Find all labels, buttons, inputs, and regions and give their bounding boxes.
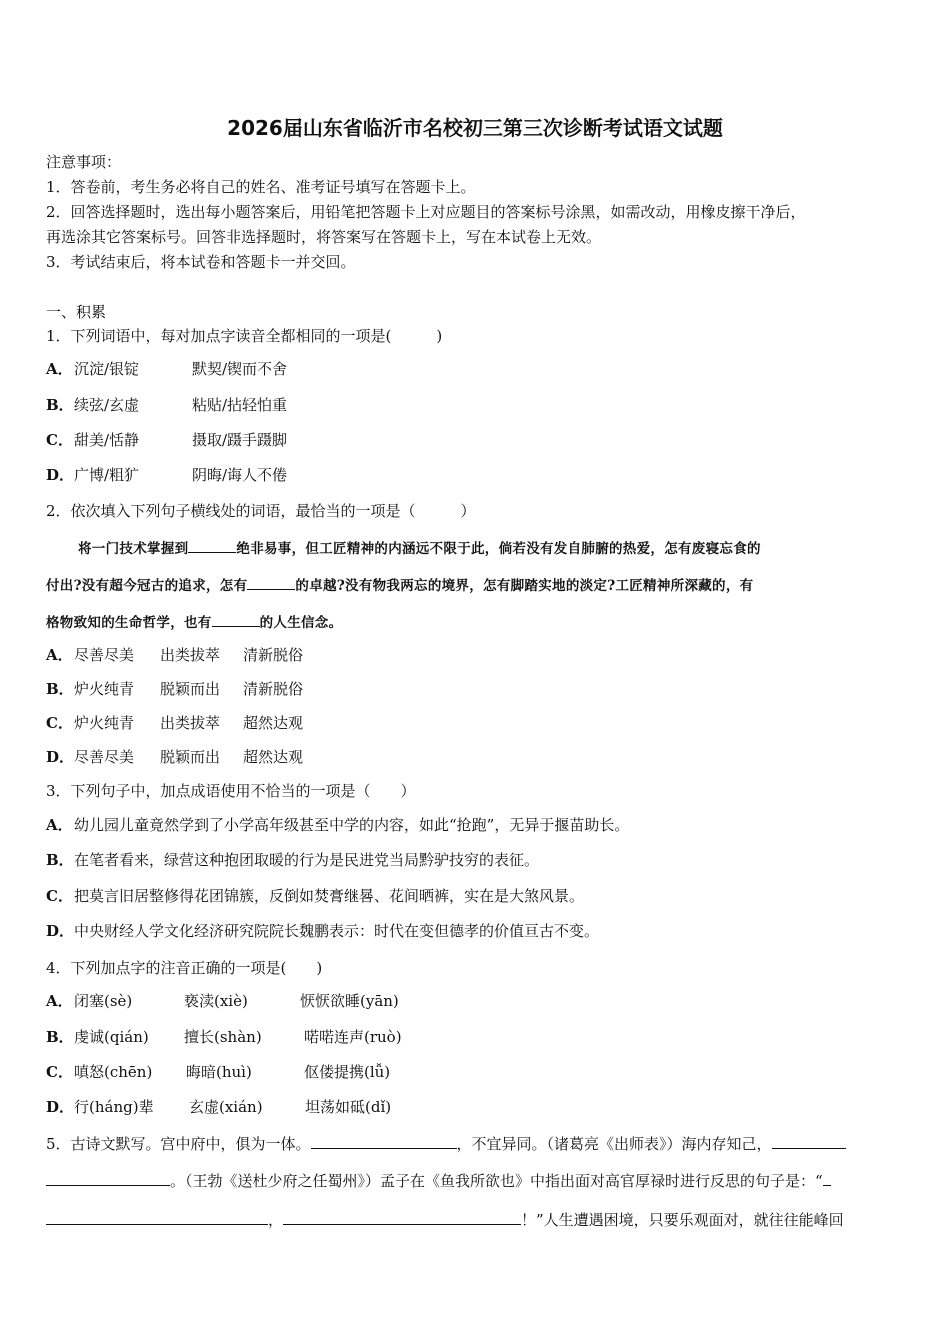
- option-item: 虔诚(qián): [74, 1028, 149, 1046]
- question-5-line-2: 。（王勃《送杜少府之任蜀州》）孟子在《鱼我所欲也》中指出面对高官厚禄时进行反思的句子是：“: [46, 1170, 831, 1191]
- option-item: 炉火纯青: [74, 714, 135, 732]
- option-text: 把莫言旧居整修得花团锦簇，反倒如焚膏继晷、花间晒裤，实在是大煞风景。: [74, 887, 585, 905]
- q2-option-a[interactable]: [46, 645, 303, 665]
- note-3: 3．考试结束后，将本试卷和答题卡一并交回。: [46, 253, 356, 271]
- note-2: 2．回答选择题时，选出每小题答案后，用铅笔把答题卡上对应题目的答案标号涂黑，如需改动，用橡皮擦干净后，: [46, 203, 806, 221]
- q2-option-c[interactable]: [46, 713, 303, 733]
- option-label: A．: [46, 646, 73, 664]
- answer-blank-2-continued[interactable]: [46, 1170, 170, 1186]
- q1-option-d[interactable]: [46, 465, 287, 485]
- option-item: 闭塞(sè): [74, 992, 133, 1010]
- q4-option-b[interactable]: [46, 1027, 402, 1047]
- q1-option-c[interactable]: [46, 430, 287, 450]
- option-text: 中央财经人学文化经济研究院院长魏鹏表示：时代在变但德孝的价值亘古不变。: [74, 922, 600, 940]
- option-item: 沉淀/银锭: [74, 360, 140, 378]
- option-label: A．: [46, 816, 73, 834]
- option-label: D．: [46, 922, 75, 940]
- blank-1: [188, 537, 236, 553]
- q1-option-a[interactable]: [46, 359, 287, 379]
- q1-option-b[interactable]: [46, 395, 287, 415]
- option-item: 出类拔萃: [160, 714, 221, 732]
- page-title: 2026届山东省临沂市名校初三第三次诊断考试语文试题: [227, 116, 723, 140]
- note-1: 1．答卷前，考生务必将自己的姓名、准考证号填写在答题卡上。: [46, 178, 476, 196]
- blank-3: [212, 611, 260, 627]
- option-item: 超然达观: [243, 714, 304, 732]
- q3-option-d[interactable]: [46, 921, 599, 941]
- option-item: 喏喏连声(ruò): [304, 1028, 402, 1046]
- option-item: 炉火纯青: [74, 680, 135, 698]
- q3-option-b[interactable]: [46, 850, 539, 870]
- q2-option-d[interactable]: [46, 747, 303, 767]
- option-item: 擅长(shàn): [184, 1028, 262, 1046]
- option-item: 玄虚(xián): [189, 1098, 263, 1116]
- option-item: 伛偻提携(lǚ): [304, 1063, 391, 1081]
- passage-line-2: 付出?没有超今冠古的追求，怎有 的卓越?没有物我两忘的境界，怎有脚踏实地的淡定?工匠精神所深藏的，有: [46, 574, 753, 596]
- option-item: 脱颖而出: [160, 748, 221, 766]
- option-label: B．: [46, 396, 74, 414]
- option-item: 清新脱俗: [243, 646, 304, 664]
- q3-option-a[interactable]: [46, 815, 629, 835]
- option-label: A．: [46, 992, 73, 1010]
- answer-blank-2[interactable]: [772, 1133, 846, 1149]
- option-label: D．: [46, 748, 75, 766]
- option-item: 清新脱俗: [243, 680, 304, 698]
- question-5-line-3: ， ！”人生遭遇困境，只要乐观面对，就往往能峰回: [46, 1209, 844, 1230]
- question-2-stem: 2．依次填入下列句子横线处的词语，最恰当的一项是（ ）: [46, 502, 476, 520]
- option-item: 摄取/蹑手蹑脚: [192, 431, 288, 449]
- question-1-stem: 1．下列词语中，每对加点字读音全都相同的一项是( ): [46, 327, 443, 345]
- q2-option-b[interactable]: [46, 679, 303, 699]
- option-label: C．: [46, 431, 73, 449]
- passage-line-1: 将一门技术掌握到 绝非易事，但工匠精神的内涵远不限于此，倘若没有发自肺腑的热爱，怎有废寝忘食的: [78, 537, 761, 559]
- option-item: 出类拔萃: [160, 646, 221, 664]
- q4-option-c[interactable]: [46, 1062, 390, 1082]
- answer-blank-4[interactable]: [283, 1209, 521, 1225]
- question-4-stem: 4．下列加点字的注音正确的一项是( ): [46, 959, 323, 977]
- answer-blank-3[interactable]: [823, 1170, 831, 1186]
- option-item: 阴晦/诲人不倦: [192, 466, 288, 484]
- passage-line-3: 格物致知的生命哲学，也有 的人生信念。: [46, 611, 342, 633]
- option-item: 尽善尽美: [74, 646, 135, 664]
- option-label: C．: [46, 887, 73, 905]
- option-item: 脱颖而出: [160, 680, 221, 698]
- option-item: 广博/粗犷: [74, 466, 140, 484]
- option-item: 晦暗(huì): [186, 1063, 252, 1081]
- option-label: B．: [46, 1028, 74, 1046]
- option-item: 默契/锲而不舍: [192, 360, 288, 378]
- answer-blank-3-continued[interactable]: [46, 1209, 268, 1225]
- option-item: 续弦/玄虚: [74, 396, 140, 414]
- option-label: C．: [46, 714, 73, 732]
- option-label: D．: [46, 466, 75, 484]
- section-heading: 一、积累: [46, 303, 107, 321]
- note-2-continued: 再选涂其它答案标号。回答非选择题时，将答案写在答题卡上，写在本试卷上无效。: [46, 228, 602, 246]
- option-text: 幼儿园儿童竟然学到了小学高年级甚至中学的内容，如此“抢跑”，无异于揠苗助长。: [74, 816, 630, 834]
- option-label: C．: [46, 1063, 73, 1081]
- question-3-stem: 3．下列句子中，加点成语使用不恰当的一项是（ ）: [46, 782, 416, 800]
- option-item: 甜美/恬静: [74, 431, 140, 449]
- option-text: 在笔者看来，绿营这种抱团取暖的行为是民进党当局黔驴技穷的表征。: [74, 851, 540, 869]
- option-label: D．: [46, 1098, 75, 1116]
- option-item: 坦荡如砥(dǐ): [305, 1098, 392, 1116]
- option-item: 尽善尽美: [74, 748, 135, 766]
- option-label: A．: [46, 360, 73, 378]
- blank-2: [247, 574, 295, 590]
- option-item: 嗔怒(chēn): [74, 1063, 153, 1081]
- option-item: 行(háng)辈: [74, 1098, 154, 1116]
- option-item: 亵渎(xiè): [184, 992, 248, 1010]
- option-item: 粘贴/拈轻怕重: [192, 396, 288, 414]
- notes-heading: 注意事项：: [46, 153, 122, 171]
- option-item: 恹恹欲睡(yān): [300, 992, 399, 1010]
- q4-option-a[interactable]: [46, 991, 399, 1011]
- answer-blank-1[interactable]: [311, 1133, 457, 1149]
- q4-option-d[interactable]: [46, 1097, 391, 1117]
- question-5-line-1: 5．古诗文默写。宫中府中，俱为一体。 ，不宜异同。（诸葛亮《出师表》）海内存知己，: [46, 1133, 846, 1154]
- q3-option-c[interactable]: [46, 886, 584, 906]
- option-label: B．: [46, 680, 74, 698]
- option-item: 超然达观: [243, 748, 304, 766]
- option-label: B．: [46, 851, 74, 869]
